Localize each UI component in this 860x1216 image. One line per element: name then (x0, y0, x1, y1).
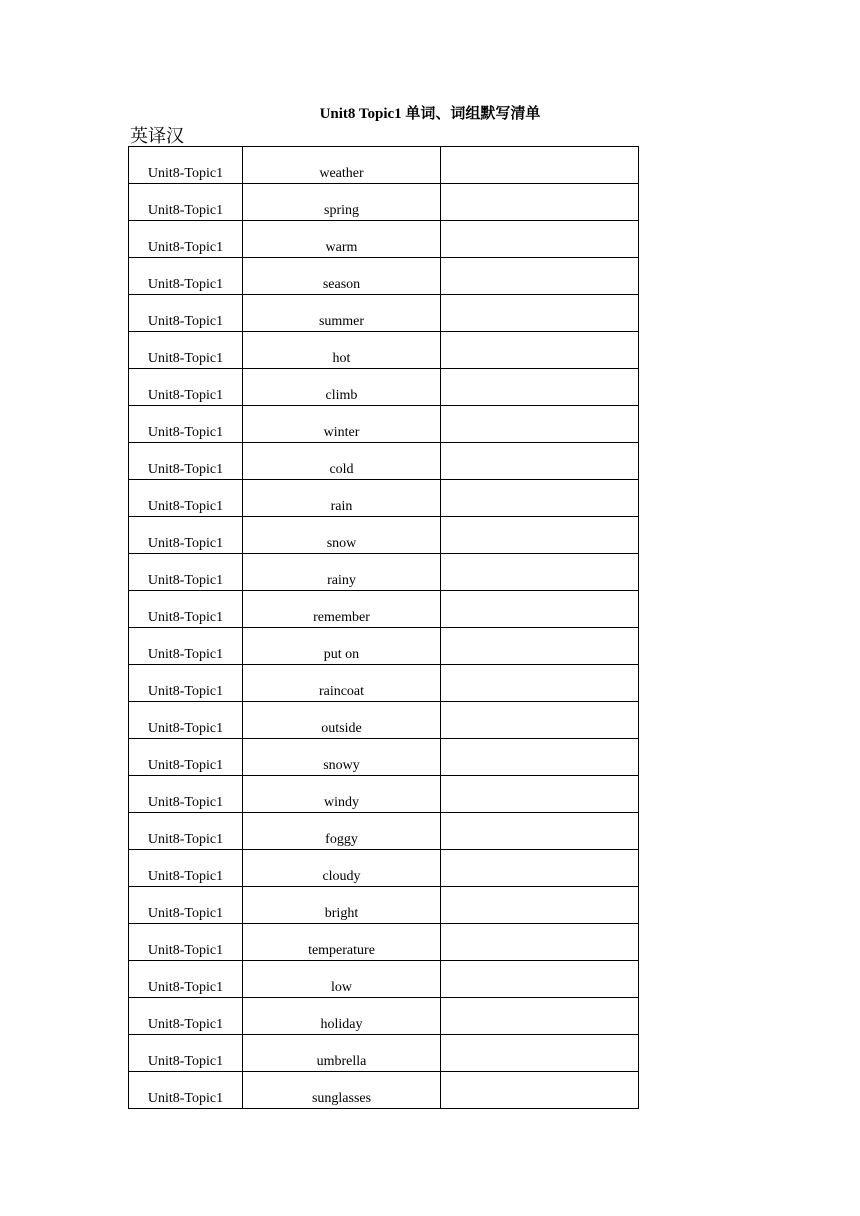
word-cell (243, 184, 441, 221)
english-word: cloudy (322, 869, 361, 884)
unit-cell (129, 443, 243, 480)
english-word: sunglasses (311, 1091, 372, 1106)
table-row (129, 1072, 639, 1109)
table-row (129, 591, 639, 628)
unit-label: Unit8-Topic1 (147, 943, 224, 958)
answer-cell[interactable] (441, 850, 639, 887)
unit-label: Unit8-Topic1 (147, 425, 224, 440)
unit-cell (129, 332, 243, 369)
english-word: season (322, 277, 361, 292)
unit-label: Unit8-Topic1 (147, 758, 224, 773)
unit-label: Unit8-Topic1 (147, 240, 224, 255)
word-cell (243, 147, 441, 184)
unit-label: Unit8-Topic1 (147, 832, 224, 847)
table-row (129, 628, 639, 665)
unit-label: Unit8-Topic1 (147, 388, 224, 403)
unit-label: Unit8-Topic1 (147, 1017, 224, 1032)
word-cell (243, 887, 441, 924)
english-word: foggy (325, 832, 358, 847)
unit-cell (129, 369, 243, 406)
word-cell (243, 850, 441, 887)
word-cell (243, 443, 441, 480)
english-word: cold (329, 462, 354, 477)
english-word: raincoat (318, 684, 365, 699)
unit-label: Unit8-Topic1 (147, 795, 224, 810)
word-cell (243, 369, 441, 406)
table-row (129, 554, 639, 591)
unit-label: Unit8-Topic1 (147, 314, 224, 329)
answer-cell[interactable] (441, 295, 639, 332)
word-cell (243, 332, 441, 369)
answer-cell[interactable] (441, 147, 639, 184)
english-word: windy (324, 795, 359, 810)
answer-cell[interactable] (441, 443, 639, 480)
word-cell (243, 591, 441, 628)
english-word: remember (313, 610, 370, 625)
table-row (129, 147, 639, 184)
answer-cell[interactable] (441, 665, 639, 702)
english-word: outside (321, 721, 362, 736)
table-row (129, 369, 639, 406)
answer-cell[interactable] (441, 998, 639, 1035)
english-word: umbrella (316, 1054, 367, 1069)
word-cell (243, 406, 441, 443)
unit-cell (129, 998, 243, 1035)
unit-cell (129, 480, 243, 517)
word-cell (243, 739, 441, 776)
word-cell (243, 1035, 441, 1072)
table-row (129, 998, 639, 1035)
table-row (129, 332, 639, 369)
english-word: holiday (320, 1017, 363, 1032)
vocabulary-table (128, 146, 639, 1109)
unit-label: Unit8-Topic1 (147, 684, 224, 699)
answer-cell[interactable] (441, 924, 639, 961)
answer-cell[interactable] (441, 1072, 639, 1109)
word-cell (243, 1072, 441, 1109)
answer-cell[interactable] (441, 184, 639, 221)
answer-cell[interactable] (441, 702, 639, 739)
unit-cell (129, 295, 243, 332)
unit-cell (129, 184, 243, 221)
table-row (129, 702, 639, 739)
answer-cell[interactable] (441, 591, 639, 628)
answer-cell[interactable] (441, 406, 639, 443)
table-row (129, 221, 639, 258)
unit-label: Unit8-Topic1 (147, 980, 224, 995)
unit-cell (129, 628, 243, 665)
unit-cell (129, 258, 243, 295)
unit-cell (129, 147, 243, 184)
unit-cell (129, 924, 243, 961)
word-cell (243, 258, 441, 295)
unit-cell (129, 739, 243, 776)
answer-cell[interactable] (441, 887, 639, 924)
table-row (129, 406, 639, 443)
word-cell (243, 221, 441, 258)
answer-cell[interactable] (441, 739, 639, 776)
word-cell (243, 702, 441, 739)
unit-cell (129, 776, 243, 813)
unit-label: Unit8-Topic1 (147, 499, 224, 514)
unit-cell (129, 1072, 243, 1109)
answer-cell[interactable] (441, 1035, 639, 1072)
table-row (129, 961, 639, 998)
word-cell (243, 776, 441, 813)
unit-label: Unit8-Topic1 (147, 1054, 224, 1069)
unit-label: Unit8-Topic1 (147, 462, 224, 477)
word-cell (243, 480, 441, 517)
word-cell (243, 924, 441, 961)
unit-label: Unit8-Topic1 (147, 203, 224, 218)
english-word: put on (323, 647, 360, 662)
english-word: snow (326, 536, 357, 551)
english-word: low (331, 980, 352, 995)
english-word: warm (325, 240, 358, 255)
word-cell (243, 554, 441, 591)
unit-cell (129, 517, 243, 554)
english-word: weather (319, 166, 364, 181)
unit-label: Unit8-Topic1 (147, 610, 224, 625)
table-row (129, 924, 639, 961)
unit-label: Unit8-Topic1 (147, 351, 224, 366)
unit-cell (129, 1035, 243, 1072)
unit-cell (129, 221, 243, 258)
unit-label: Unit8-Topic1 (147, 906, 224, 921)
unit-cell (129, 702, 243, 739)
word-cell (243, 961, 441, 998)
table-row (129, 739, 639, 776)
table-row (129, 1035, 639, 1072)
english-word: spring (324, 203, 359, 218)
answer-cell[interactable] (441, 517, 639, 554)
answer-cell[interactable] (441, 258, 639, 295)
word-cell (243, 628, 441, 665)
answer-cell[interactable] (441, 628, 639, 665)
unit-label: Unit8-Topic1 (147, 573, 224, 588)
word-cell (243, 813, 441, 850)
unit-cell (129, 813, 243, 850)
table-row (129, 850, 639, 887)
english-word: climb (325, 388, 358, 403)
answer-cell[interactable] (441, 776, 639, 813)
unit-label: Unit8-Topic1 (147, 869, 224, 884)
english-word: hot (332, 351, 351, 366)
unit-label: Unit8-Topic1 (147, 536, 224, 551)
unit-cell (129, 850, 243, 887)
word-cell (243, 517, 441, 554)
table-row (129, 665, 639, 702)
answer-cell[interactable] (441, 961, 639, 998)
word-cell (243, 998, 441, 1035)
unit-label: Unit8-Topic1 (147, 721, 224, 736)
table-row (129, 776, 639, 813)
unit-label: Unit8-Topic1 (147, 277, 224, 292)
word-cell (243, 295, 441, 332)
table-row (129, 258, 639, 295)
english-word: rain (330, 499, 353, 514)
answer-cell[interactable] (441, 813, 639, 850)
english-word: snowy (323, 758, 360, 773)
english-word: winter (323, 425, 360, 440)
unit-label: Unit8-Topic1 (147, 166, 224, 181)
english-word: bright (324, 906, 359, 921)
table-row (129, 887, 639, 924)
unit-cell (129, 591, 243, 628)
english-word: rainy (327, 573, 356, 588)
page-title: Unit8 Topic1 单词、词组默写清单 (319, 106, 541, 122)
section-label: 英译汉 (130, 126, 184, 146)
table-row (129, 184, 639, 221)
chinese-translation-blank (441, 1107, 638, 1108)
unit-cell (129, 554, 243, 591)
unit-cell (129, 665, 243, 702)
word-cell (243, 665, 441, 702)
unit-label: Unit8-Topic1 (147, 647, 224, 662)
table-row (129, 295, 639, 332)
english-word: temperature (308, 943, 375, 958)
unit-cell (129, 887, 243, 924)
table-row (129, 443, 639, 480)
table-row (129, 813, 639, 850)
table-row (129, 480, 639, 517)
unit-cell (129, 406, 243, 443)
answer-cell[interactable] (441, 480, 639, 517)
answer-cell[interactable] (441, 369, 639, 406)
unit-cell (129, 961, 243, 998)
vocabulary-table-body (129, 147, 639, 1109)
table-row (129, 517, 639, 554)
answer-cell[interactable] (441, 221, 639, 258)
unit-label: Unit8-Topic1 (147, 1091, 224, 1106)
answer-cell[interactable] (441, 554, 639, 591)
answer-cell[interactable] (441, 332, 639, 369)
english-word: summer (318, 314, 365, 329)
